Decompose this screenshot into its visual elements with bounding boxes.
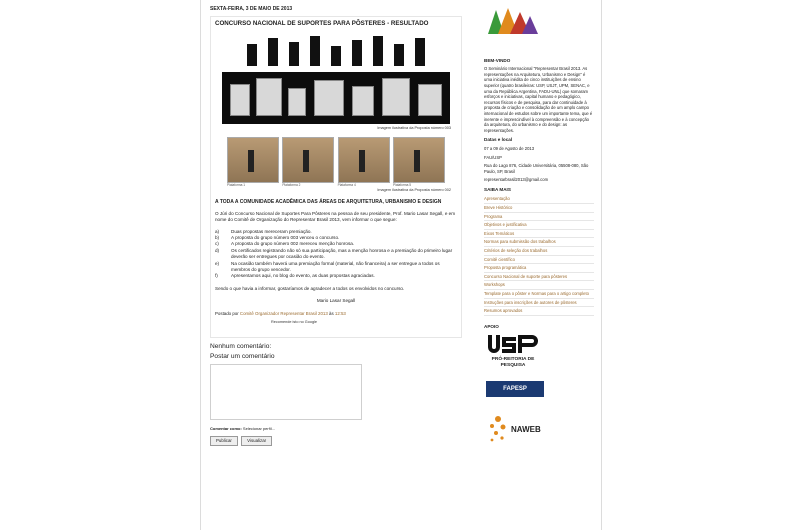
time-link[interactable]: 12:53	[334, 310, 346, 316]
naweb-dots-icon	[488, 415, 508, 443]
post-intro: O Júri do Concurso Nacional de Suportes Para Pôsteres na pessoa de seu presidente, Prof. Mario Lasar Segall, e em nome do Comitê de Organização do Representar Brasil 2013, vem informar o que segue:	[215, 210, 456, 223]
proposal-002-images	[227, 137, 445, 187]
post	[210, 16, 462, 337]
welcome-section	[484, 58, 594, 183]
post-heading: A TODA A COMUNIDADE ACADÊMICA DAS ÁREAS DE ARQUITETURA, URBANISMO E DESIGN	[215, 199, 442, 206]
list-item: c) A proposta do grupo número 002 mereceu menção honrosa.	[215, 241, 355, 247]
thumb-2[interactable]: Plataforma 2	[282, 137, 334, 187]
usp-subtitle: PRÓ-REITORIA DE PESQUISA	[491, 356, 535, 368]
sidebar	[484, 6, 594, 526]
sidebar-link[interactable]: Apresentação	[484, 195, 594, 204]
comment-as: Comentar como: Selecionar perfil...	[210, 426, 275, 432]
sidebar-link[interactable]: Comitê científico	[484, 256, 594, 265]
sidebar-link[interactable]: Normas para submissão dos trabalhos	[484, 238, 594, 247]
sidebar-link[interactable]: Breve Histórico	[484, 204, 594, 213]
dates-title: Datas e local	[484, 137, 513, 143]
more-title: SAIBA MAIS	[484, 186, 511, 192]
caption-003: Imagem ilustrativa da Proposta número 003	[377, 126, 451, 131]
proposal-003-render-image[interactable]	[222, 72, 450, 124]
thumb-1[interactable]: Plataforma 1	[227, 137, 279, 187]
list-item: d) Os certificados registrando não só sua participação, mas a menção honrosa e a premiação do primeiro lugar deverão ser entregues por ocasião do evento.	[215, 247, 453, 260]
thumb-4[interactable]: Plataforma 5	[393, 137, 445, 187]
sidebar-link[interactable]: Instruções para inscrições de autores de pôsteres	[484, 299, 594, 308]
sidebar-link[interactable]: Critérios de seleção dos trabalhos	[484, 247, 594, 256]
comment-textarea[interactable]	[210, 364, 362, 420]
post-footer: Postado por Comitê Organizador Representar Brasil 2013 às 12:53	[215, 310, 346, 316]
sidebar-links	[484, 195, 594, 315]
page-margin	[0, 0, 200, 530]
results-list	[215, 229, 457, 280]
signature: Mario Lasar Segall	[316, 298, 356, 304]
event-email[interactable]: representarbrasil2013@gmail.com	[484, 177, 549, 183]
comments-count: Nenhum comentário:	[210, 342, 272, 350]
naweb-logo[interactable]	[488, 415, 594, 443]
event-address: Rua do Lago 876, Cidade Universitária, 05508-080, São Paulo, SP, Brasil	[484, 163, 589, 174]
event-venue: FAU/USP	[484, 154, 502, 160]
post-comment-heading: Postar um comentário	[210, 352, 275, 360]
event-logo[interactable]	[486, 6, 540, 36]
proposal-003-elevation-image[interactable]	[239, 34, 433, 66]
usp-logo[interactable]	[486, 333, 540, 369]
preview-button[interactable]: Visualizar	[241, 436, 272, 446]
sidebar-link[interactable]: Objetivos e justificativa	[484, 221, 594, 230]
fapesp-logo[interactable]: FAPESP	[486, 381, 544, 397]
author-link[interactable]: Comitê Organizador Representar Brasil 2013	[239, 310, 328, 316]
profile-select[interactable]: Selecionar perfil...	[242, 426, 275, 432]
sidebar-link[interactable]: Proposta programática	[484, 264, 594, 273]
usp-mark-icon	[486, 333, 540, 355]
naweb-label: NAWEB	[511, 424, 541, 434]
post-title[interactable]: CONCURSO NACIONAL DE SUPORTES PARA PÔSTERES - RESULTADO	[215, 20, 429, 28]
list-item: b) A proposta do grupo número 003 venceu o concurso.	[215, 235, 340, 241]
google-recommend[interactable]: Recomende isto no Google	[271, 320, 318, 325]
sidebar-link[interactable]: Template para o pôster e Normas para o artigo completo	[484, 290, 594, 299]
post-date: SEXTA-FEIRA, 3 DE MAIO DE 2013	[210, 6, 293, 12]
sidebar-link[interactable]: Concurso Nacional de suporte para pôsteres	[484, 273, 594, 282]
list-item: f) Apresentamos aqui, no blog do evento, as duas propostas agraciadas.	[215, 273, 375, 279]
sidebar-link[interactable]: Resumos aprovados	[484, 307, 594, 316]
caption-002: Imagem ilustrativa da Proposta número 002	[377, 188, 451, 193]
sidebar-link[interactable]: Eixos Temáticos	[484, 230, 594, 239]
sidebar-link[interactable]: Workshops	[484, 281, 594, 290]
publish-button[interactable]: Publicar	[210, 436, 238, 446]
welcome-text: O Seminário Internacional "Representar Brasil 2013. As representações na Arquitetura, Urbanismo e Design" é uma iniciativa inédita de cinco instituições de ensino superior (quatro brasileiras: USP, USJT, UPM, SENAC, e uma da República Argentina, FADU-UNL) que somaram esforços e iniciativas, capital humano e pedagógico, recursos físicos e de pesquisa, para dar continuidade à proposta de criação e consolidação de um amplo campo internacional de estudos sobre um importante tema, que é inerente e imprescindível à compreensão e à concepção da arquitetura, do urbanismo e do design: as representações.	[484, 66, 593, 133]
list-item: a) Duas propostas mereceram premiação.	[215, 228, 312, 234]
list-item: e) Na ocasião também haverá uma premiação formal (material, não financeira) a ser entregue a todos os membros do grupo vencedor.	[215, 260, 440, 273]
thumb-3[interactable]: Plataforma 4	[338, 137, 390, 187]
welcome-title: BEM-VINDO	[484, 57, 511, 63]
support-title: APOIO	[484, 323, 499, 329]
post-closing: Sendo o que havia a informar, gostaríamos de agradecer a todos os envolvidos no concurso.	[215, 285, 405, 291]
event-dates: 07 a 09 de Agosto de 2013	[484, 145, 535, 151]
main-column	[210, 6, 462, 526]
sidebar-link[interactable]: Programa	[484, 213, 594, 222]
